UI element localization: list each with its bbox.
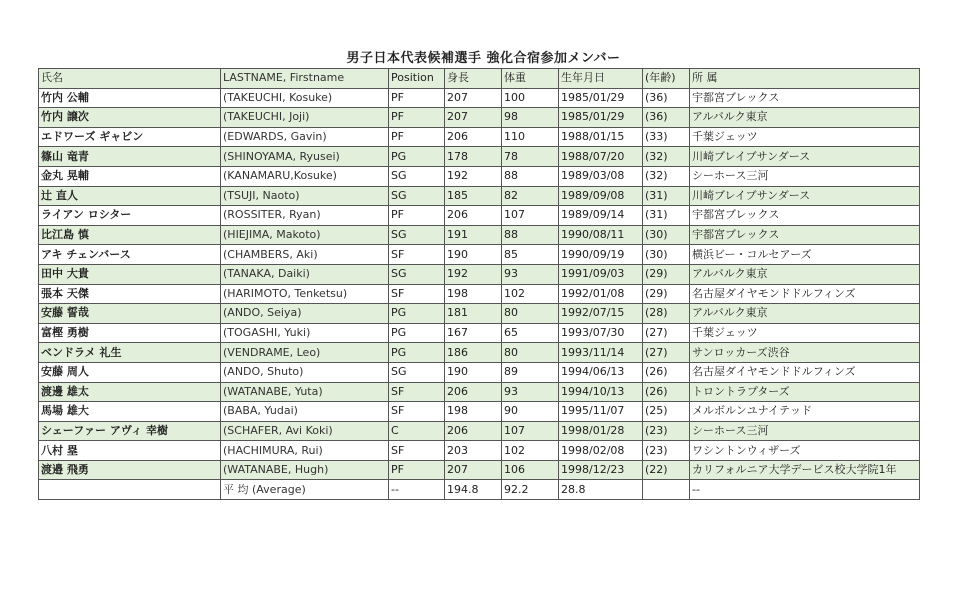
cell-team: 横浜ビー・コルセアーズ [690,245,920,265]
cell-height: 206 [445,382,502,402]
cell-weight: 92.2 [502,480,559,500]
cell-position: Position [389,69,445,89]
cell-team: ワシントンウィザーズ [690,441,920,461]
cell-age: (36) [643,88,690,108]
table-row [39,127,920,147]
cell-team: 宇都宮ブレックス [690,206,920,226]
table-row [39,343,920,363]
cell-lastname: (HIEJIMA, Makoto) [221,225,389,245]
cell-age: (29) [643,284,690,304]
cell-birthdate: 1998/02/08 [559,441,643,461]
cell-age: (27) [643,323,690,343]
cell-lastname: (WATANABE, Yuta) [221,382,389,402]
cell-age: (33) [643,127,690,147]
cell-height: 身長 [445,69,502,89]
cell-weight: 102 [502,441,559,461]
cell-height: 190 [445,245,502,265]
cell-position: PF [389,460,445,480]
table-row [39,166,920,186]
cell-team: アルバルク東京 [690,108,920,128]
cell-name: アキ チェンバース [39,245,221,265]
cell-team: シーホース三河 [690,166,920,186]
cell-weight: 89 [502,362,559,382]
cell-name: 八村 塁 [39,441,221,461]
table-row [39,304,920,324]
cell-name: 篠山 竜青 [39,147,221,167]
cell-age: (29) [643,264,690,284]
cell-name: 富樫 勇樹 [39,323,221,343]
cell-weight: 88 [502,225,559,245]
cell-team: サンロッカーズ渋谷 [690,343,920,363]
cell-team: アルバルク東京 [690,264,920,284]
cell-age: (26) [643,362,690,382]
cell-age: (22) [643,460,690,480]
cell-team: 宇都宮ブレックス [690,225,920,245]
cell-name: 馬場 雄大 [39,402,221,422]
cell-height: 203 [445,441,502,461]
average-row [39,480,920,500]
cell-team: -- [690,480,920,500]
cell-weight: 107 [502,421,559,441]
table-row [39,108,920,128]
cell-weight: 110 [502,127,559,147]
cell-position: SG [389,362,445,382]
cell-birthdate: 1994/10/13 [559,382,643,402]
cell-height: 207 [445,460,502,480]
cell-weight: 80 [502,304,559,324]
cell-position: SF [389,402,445,422]
cell-team: 宇都宮ブレックス [690,88,920,108]
cell-lastname: (VENDRAME, Leo) [221,343,389,363]
cell-name: 竹内 譲次 [39,108,221,128]
table-row [39,206,920,226]
cell-lastname: (ANDO, Shuto) [221,362,389,382]
table-row [39,245,920,265]
cell-birthdate: 生年月日 [559,69,643,89]
cell-name: 辻 直人 [39,186,221,206]
cell-position: PG [389,304,445,324]
cell-lastname: (CHAMBERS, Aki) [221,245,389,265]
cell-position: PF [389,88,445,108]
cell-position: PF [389,206,445,226]
table-header-row [39,69,920,89]
cell-name: エドワーズ ギャビン [39,127,221,147]
cell-height: 167 [445,323,502,343]
cell-team: 千葉ジェッツ [690,127,920,147]
cell-position: SF [389,284,445,304]
table-row [39,402,920,422]
table-row [39,88,920,108]
cell-name: 安藤 誓哉 [39,304,221,324]
cell-height: 206 [445,127,502,147]
table-row [39,186,920,206]
cell-name: 田中 大貴 [39,264,221,284]
cell-weight: 93 [502,382,559,402]
cell-name: 氏名 [39,69,221,89]
cell-weight: 85 [502,245,559,265]
cell-name: ライアン ロシター [39,206,221,226]
cell-lastname: (HARIMOTO, Tenketsu) [221,284,389,304]
cell-age: (30) [643,245,690,265]
cell-birthdate: 1985/01/29 [559,88,643,108]
table-row [39,382,920,402]
cell-birthdate: 1994/06/13 [559,362,643,382]
cell-height: 192 [445,264,502,284]
cell-team: 川崎ブレイブサンダース [690,186,920,206]
cell-weight: 106 [502,460,559,480]
cell-height: 206 [445,206,502,226]
cell-position: SG [389,186,445,206]
cell-position: PF [389,108,445,128]
table-row [39,225,920,245]
cell-team: アルバルク東京 [690,304,920,324]
cell-birthdate: 1998/12/23 [559,460,643,480]
cell-age: (23) [643,421,690,441]
cell-birthdate: 1988/01/15 [559,127,643,147]
cell-weight: 98 [502,108,559,128]
cell-birthdate: 28.8 [559,480,643,500]
cell-lastname: (HACHIMURA, Rui) [221,441,389,461]
cell-age: (年齢) [643,69,690,89]
table-row [39,441,920,461]
cell-team: 名古屋ダイヤモンドドルフィンズ [690,284,920,304]
cell-age [643,480,690,500]
cell-position: SG [389,264,445,284]
cell-weight: 82 [502,186,559,206]
cell-team: カリフォルニア大学デービス校大学院1年 [690,460,920,480]
cell-age: (31) [643,186,690,206]
cell-name: 渡邉 飛勇 [39,460,221,480]
cell-height: 207 [445,108,502,128]
cell-birthdate: 1993/07/30 [559,323,643,343]
cell-weight: 107 [502,206,559,226]
cell-birthdate: 1989/09/08 [559,186,643,206]
cell-team: トロントラプターズ [690,382,920,402]
cell-name: シェーファー アヴィ 幸樹 [39,421,221,441]
cell-birthdate: 1992/07/15 [559,304,643,324]
cell-position: SF [389,245,445,265]
cell-lastname: (EDWARDS, Gavin) [221,127,389,147]
cell-lastname: (SCHAFER, Avi Koki) [221,421,389,441]
cell-position: PG [389,147,445,167]
cell-lastname: (TOGASHI, Yuki) [221,323,389,343]
cell-weight: 102 [502,284,559,304]
table-row [39,362,920,382]
cell-name [39,480,221,500]
cell-team: 所 属 [690,69,920,89]
page-title: 男子日本代表候補選手 強化合宿参加メンバー [346,51,621,66]
cell-lastname: (WATANABE, Hugh) [221,460,389,480]
cell-height: 198 [445,284,502,304]
cell-birthdate: 1990/08/11 [559,225,643,245]
cell-height: 207 [445,88,502,108]
cell-position: SF [389,441,445,461]
cell-position: PF [389,127,445,147]
cell-lastname: (SHINOYAMA, Ryusei) [221,147,389,167]
cell-age: (25) [643,402,690,422]
cell-age: (28) [643,304,690,324]
cell-lastname: 平 均 (Average) [221,480,389,500]
cell-team: 名古屋ダイヤモンドドルフィンズ [690,362,920,382]
cell-height: 186 [445,343,502,363]
cell-lastname: LASTNAME, Firstname [221,69,389,89]
table-row [39,147,920,167]
cell-age: (32) [643,147,690,167]
cell-birthdate: 1990/09/19 [559,245,643,265]
cell-birthdate: 1995/11/07 [559,402,643,422]
cell-position: -- [389,480,445,500]
cell-height: 185 [445,186,502,206]
cell-weight: 80 [502,343,559,363]
cell-lastname: (TAKEUCHI, Joji) [221,108,389,128]
cell-name: 比江島 慎 [39,225,221,245]
cell-position: SF [389,382,445,402]
cell-age: (31) [643,206,690,226]
cell-position: C [389,421,445,441]
cell-position: PG [389,343,445,363]
cell-name: 渡邊 雄太 [39,382,221,402]
cell-name: 金丸 晃輔 [39,166,221,186]
cell-weight: 88 [502,166,559,186]
cell-weight: 100 [502,88,559,108]
table-row [39,421,920,441]
cell-weight: 78 [502,147,559,167]
cell-team: 川崎ブレイブサンダース [690,147,920,167]
cell-position: PG [389,323,445,343]
cell-weight: 体重 [502,69,559,89]
cell-height: 178 [445,147,502,167]
cell-age: (32) [643,166,690,186]
cell-age: (27) [643,343,690,363]
cell-lastname: (TSUJI, Naoto) [221,186,389,206]
cell-team: シーホース三河 [690,421,920,441]
cell-birthdate: 1989/03/08 [559,166,643,186]
cell-weight: 90 [502,402,559,422]
cell-position: SG [389,166,445,186]
cell-height: 194.8 [445,480,502,500]
cell-lastname: (TANAKA, Daiki) [221,264,389,284]
cell-height: 192 [445,166,502,186]
cell-name: 張本 天傑 [39,284,221,304]
cell-birthdate: 1985/01/29 [559,108,643,128]
cell-name: 安藤 周人 [39,362,221,382]
cell-birthdate: 1988/07/20 [559,147,643,167]
cell-birthdate: 1991/09/03 [559,264,643,284]
cell-name: 竹内 公輔 [39,88,221,108]
cell-age: (30) [643,225,690,245]
cell-position: SG [389,225,445,245]
cell-lastname: (ANDO, Seiya) [221,304,389,324]
cell-lastname: (KANAMARU,Kosuke) [221,166,389,186]
cell-height: 190 [445,362,502,382]
table-row [39,460,920,480]
roster-table [38,68,920,500]
cell-height: 206 [445,421,502,441]
table-row [39,323,920,343]
cell-birthdate: 1993/11/14 [559,343,643,363]
cell-team: 千葉ジェッツ [690,323,920,343]
cell-birthdate: 1998/01/28 [559,421,643,441]
cell-age: (36) [643,108,690,128]
cell-lastname: (TAKEUCHI, Kosuke) [221,88,389,108]
cell-height: 198 [445,402,502,422]
cell-lastname: (BABA, Yudai) [221,402,389,422]
cell-height: 181 [445,304,502,324]
cell-lastname: (ROSSITER, Ryan) [221,206,389,226]
cell-age: (26) [643,382,690,402]
table-row [39,284,920,304]
cell-height: 191 [445,225,502,245]
cell-weight: 65 [502,323,559,343]
cell-weight: 93 [502,264,559,284]
table-row [39,264,920,284]
cell-name: ベンドラメ 礼生 [39,343,221,363]
cell-team: メルボルンユナイテッド [690,402,920,422]
cell-birthdate: 1989/09/14 [559,206,643,226]
cell-birthdate: 1992/01/08 [559,284,643,304]
cell-age: (23) [643,441,690,461]
